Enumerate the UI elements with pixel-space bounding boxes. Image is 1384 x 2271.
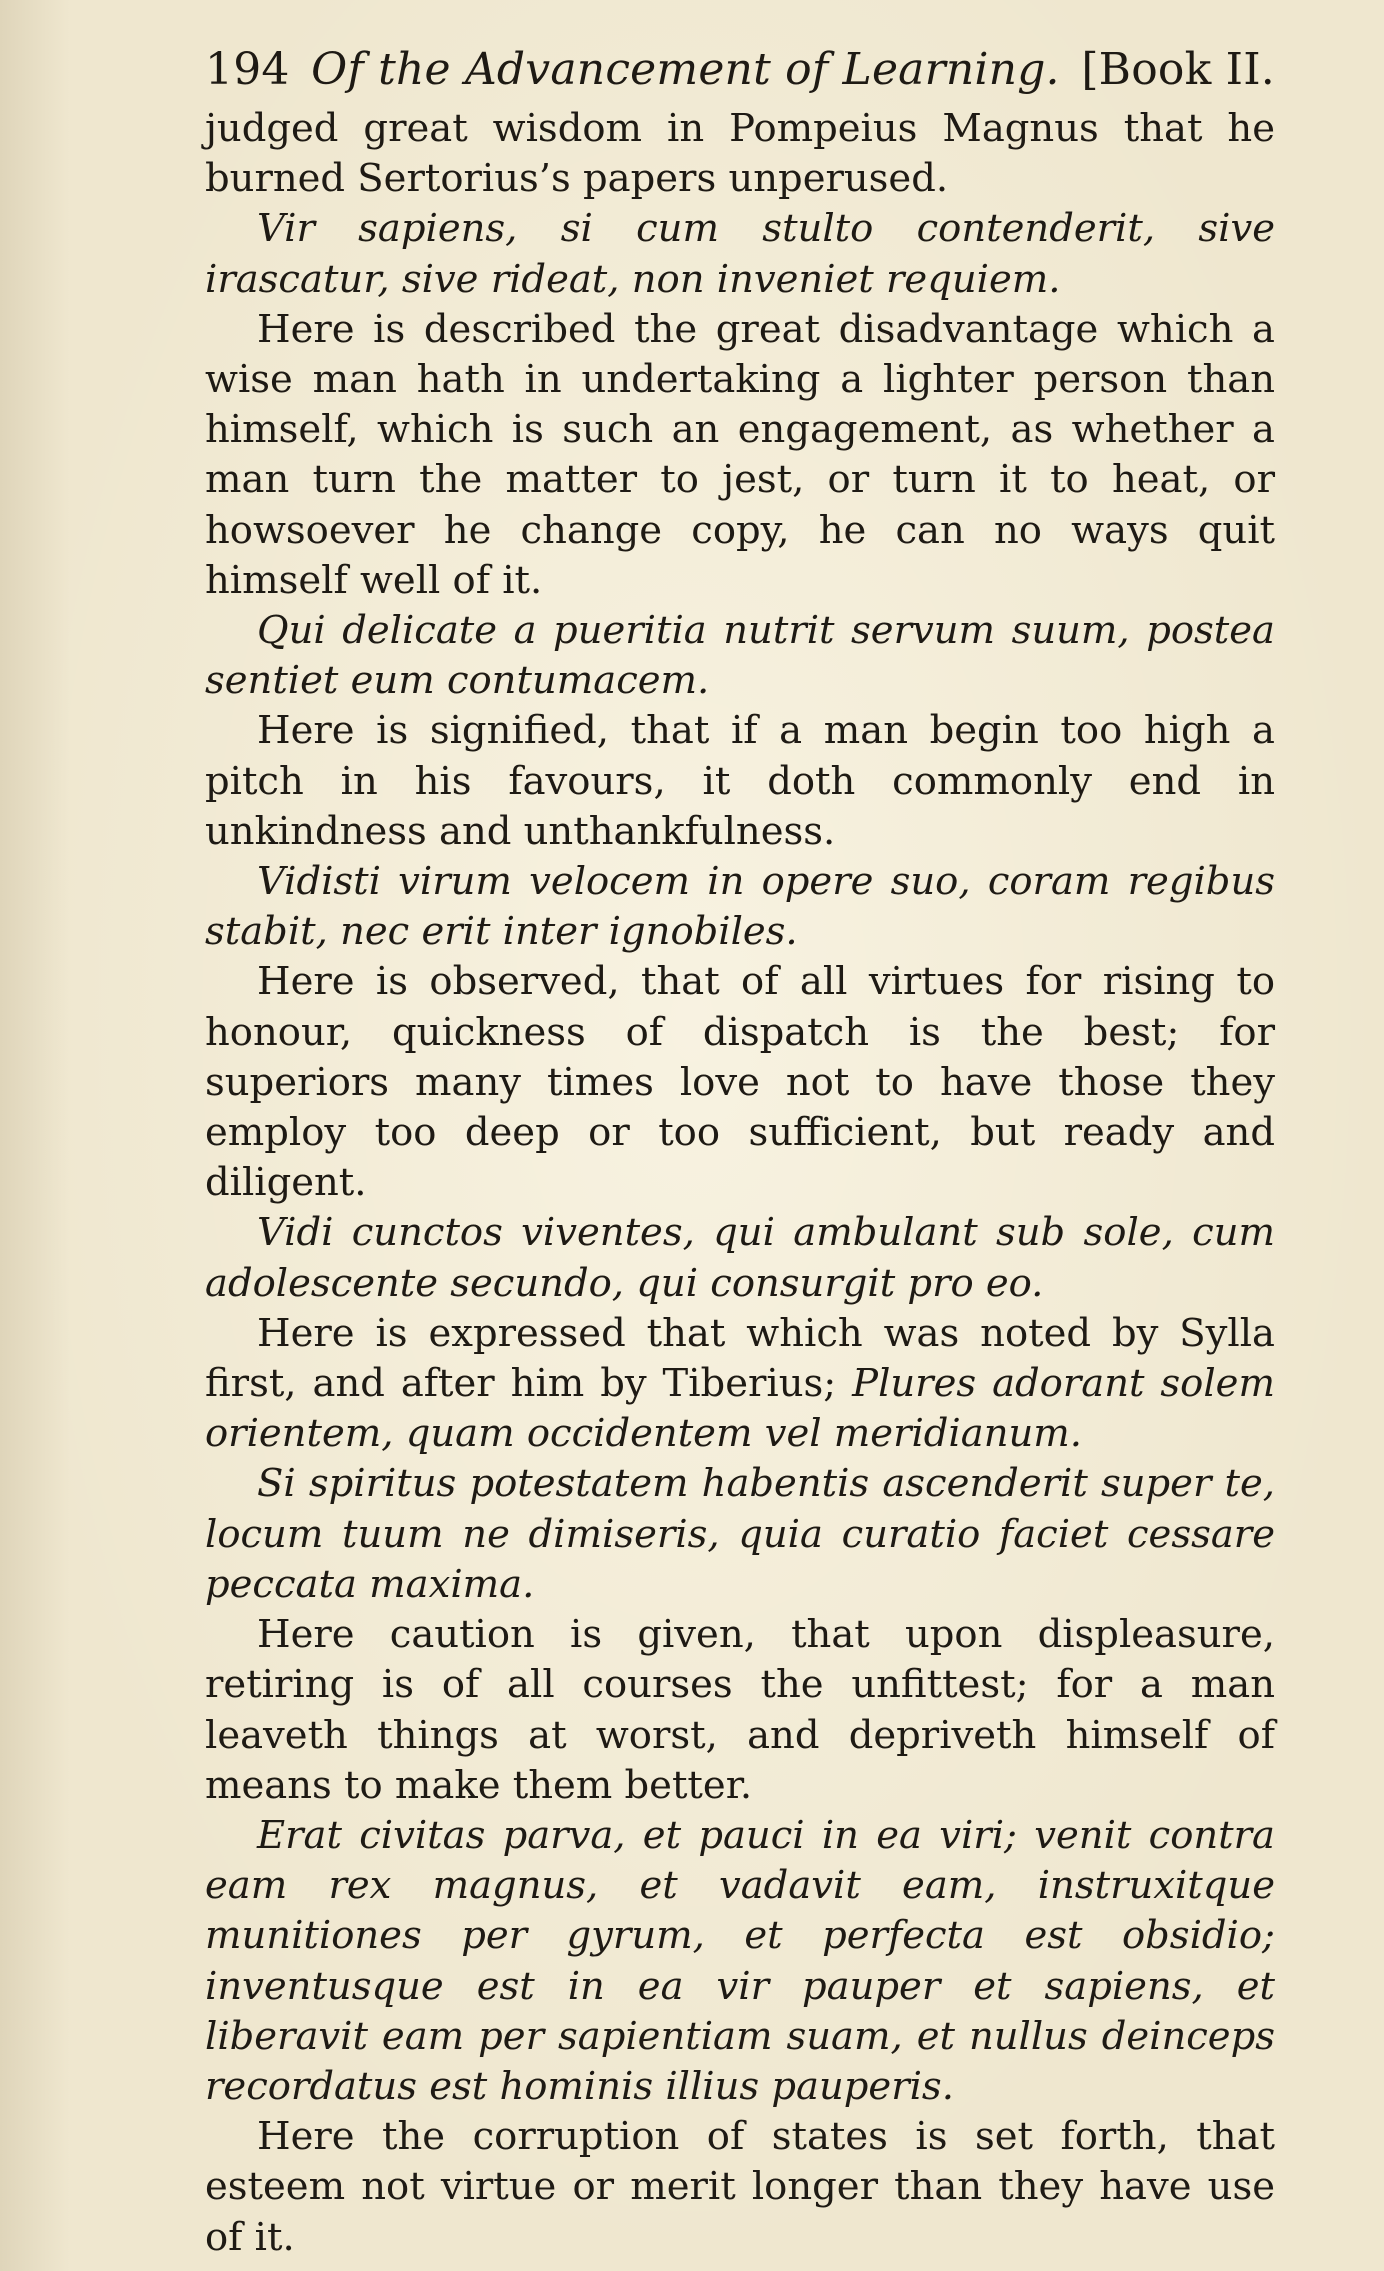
latin-quote-1: Vir sapiens, si cum stulto contenderit, sive irascatur, sive rideat, non inveniet requiem.	[205, 206, 1275, 302]
latin-quote-6: Erat civitas parva, et pauci in ea viri; venit contra eam rex magnus, et vadavit eam, instruxitque munitiones per gyrum, et perfecta est obsidio; inventusque est in ea vir pauper et sapiens, et liberavit eam per sapientiam suam, et nullus deinceps recordatus est hominis illius pauperis.	[205, 1812, 1275, 2109]
latin-quote-3: Vidisti virum velocem in opere suo, coram regibus stabit, nec erit inter ignobiles.	[205, 859, 1275, 955]
running-head	[205, 40, 1275, 100]
latin-quote-4: Vidi cunctos viventes, qui ambulant sub sole, cum adolescente secundo, qui consurgit pro eo.	[205, 1210, 1275, 1306]
gutter-shadow	[0, 0, 70, 2271]
paragraph-7: Here the corruption of states is set forth, that esteem not virtue or merit longer than they have use of it.	[205, 2114, 1275, 2260]
paragraph-2: Here is described the great disadvantage which a wise man hath in undertaking a lighter person than himself, which is such an engagement, as whether a man turn the matter to jest, or turn it to heat, or howsoever he change copy, he can no ways quit himself well of it.	[205, 306, 1275, 603]
latin-quote-2: Qui delicate a pueritia nutrit servum suum, postea sentiet eum contumacem.	[205, 608, 1275, 704]
paragraph-6: Here caution is given, that upon displeasure, retiring is of all courses the unfittest; for a man leaveth things at worst, and depriveth himself of means to make them better.	[205, 1612, 1275, 1808]
paragraph-4: Here is observed, that of all virtues for rising to honour, quickness of dispatch is the best; for superiors many times love not to have those they employ too deep or too sufficient, but ready and diligent.	[205, 959, 1275, 1206]
paragraph-3: Here is signified, that if a man begin too high a pitch in his favours, it doth commonly end in unkindness and unthankfulness.	[205, 708, 1275, 854]
paragraph-5-latin: Plures adorant solem orientem, quam occidentem vel meridianum.	[205, 1361, 1275, 1457]
paragraph-5	[205, 1309, 1275, 1460]
text-block	[205, 40, 1275, 2263]
page-number: 194	[205, 44, 290, 95]
paragraph-1: judged great wisdom in Pompeius Magnus that he burned Sertorius’s papers unperused.	[205, 106, 1275, 202]
running-title: Of the Advancement of Learning.	[311, 44, 1060, 95]
latin-quote-5: Si spiritus potestatem habentis ascenderit super te, locum tuum ne dimiseris, quia curatio faciet cessare peccata maxima.	[205, 1461, 1275, 1607]
paragraph-5-text: Here is expressed that which was noted by Sylla first, and after him by Tiberius;	[205, 1310, 1275, 1407]
book-label: [Book II.	[1081, 44, 1275, 95]
